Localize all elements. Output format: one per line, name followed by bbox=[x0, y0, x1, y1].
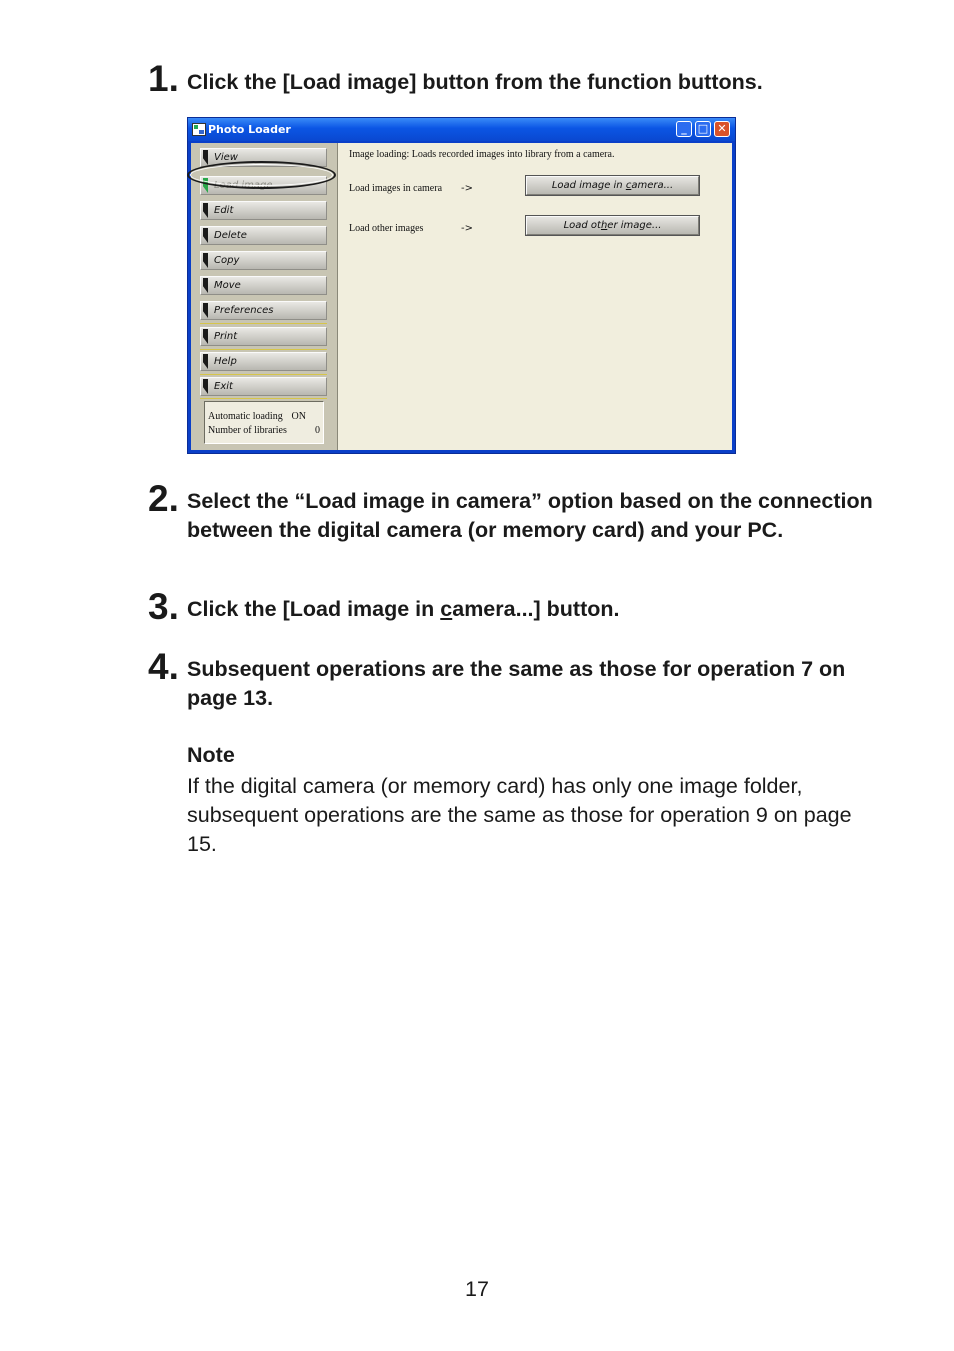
arrow-indicator: -> bbox=[461, 183, 473, 194]
button-label-part: amera... bbox=[631, 180, 674, 191]
help-button[interactable]: Help bbox=[200, 352, 327, 371]
highlight-circle bbox=[187, 161, 336, 189]
photo-loader-app-icon bbox=[192, 123, 206, 136]
button-label-part: er image... bbox=[607, 220, 662, 231]
window-client-area bbox=[191, 143, 732, 450]
step-3-number: 3. bbox=[148, 586, 179, 627]
exit-button[interactable]: Exit bbox=[200, 377, 327, 396]
libraries-row bbox=[208, 425, 320, 436]
divider bbox=[200, 374, 327, 375]
load-image-in-camera-button[interactable] bbox=[526, 176, 699, 195]
step-3-text-part: amera...] button. bbox=[452, 597, 620, 621]
step-3-mnemonic: c bbox=[440, 597, 453, 621]
title-bar[interactable] bbox=[188, 118, 735, 141]
divider bbox=[200, 349, 327, 350]
load-images-in-camera-label: Load images in camera bbox=[349, 183, 443, 194]
step-3-text bbox=[187, 595, 887, 624]
view-button[interactable]: View bbox=[200, 148, 327, 167]
libraries-value: 0 bbox=[315, 425, 320, 436]
minimize-icon[interactable]: _ bbox=[676, 121, 692, 137]
button-mnemonic: h bbox=[600, 220, 608, 231]
auto-loading-label: Automatic loading bbox=[208, 411, 283, 422]
load-other-images-label: Load other images bbox=[349, 223, 424, 234]
libraries-label: Number of libraries bbox=[208, 425, 287, 436]
photo-loader-window bbox=[187, 117, 736, 454]
auto-loading-row bbox=[208, 411, 320, 422]
button-mnemonic: c bbox=[625, 180, 632, 191]
status-panel bbox=[204, 401, 324, 444]
load-image-button[interactable]: Load image bbox=[200, 176, 327, 195]
step-2-number: 2. bbox=[148, 478, 179, 519]
divider bbox=[200, 323, 327, 324]
step-1-number: 1. bbox=[148, 58, 179, 99]
load-other-image-button[interactable] bbox=[526, 216, 699, 235]
function-description: Image loading: Loads recorded images into library from a camera. bbox=[349, 149, 615, 160]
print-button[interactable]: Print bbox=[200, 327, 327, 346]
note-heading: Note bbox=[187, 743, 235, 767]
preferences-button[interactable]: Preferences bbox=[200, 301, 327, 320]
copy-button[interactable]: Copy bbox=[200, 251, 327, 270]
step-4-text: Subsequent operations are the same as those for operation 7 on page 13. bbox=[187, 657, 846, 710]
step-2-text: Select the “Load image in camera” option based on the connection between the digital camera (or memory card) and your PC. bbox=[187, 489, 873, 542]
step-3-text-part: Click the [Load image in bbox=[187, 597, 441, 621]
auto-loading-value: ON bbox=[291, 411, 306, 422]
button-label-part: Load ot bbox=[563, 220, 601, 231]
function-sidebar bbox=[191, 143, 338, 450]
note-body: If the digital camera (or memory card) has only one image folder, subsequent operations are the same as those for operation 9 on page 15. bbox=[187, 774, 852, 856]
button-label-part: Load image in bbox=[551, 180, 626, 191]
page-number: 17 bbox=[465, 1277, 489, 1301]
step-1-text: Click the [Load image] button from the function buttons. bbox=[187, 70, 763, 94]
close-icon[interactable]: ✕ bbox=[714, 121, 730, 137]
move-button[interactable]: Move bbox=[200, 276, 327, 295]
window-title: Photo Loader bbox=[208, 123, 291, 136]
maximize-icon[interactable]: □ bbox=[695, 121, 711, 137]
divider bbox=[200, 398, 327, 399]
arrow-indicator: -> bbox=[461, 223, 473, 234]
step-4-number: 4. bbox=[148, 646, 179, 687]
delete-button[interactable]: Delete bbox=[200, 226, 327, 245]
edit-button[interactable]: Edit bbox=[200, 201, 327, 220]
